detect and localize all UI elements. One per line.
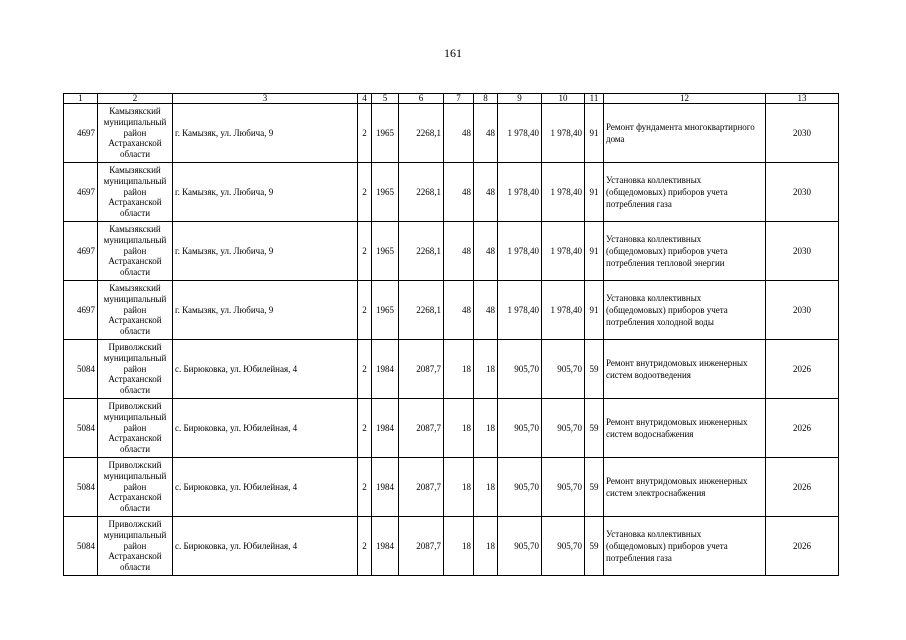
table-row — [64, 340, 839, 399]
year-cell: 1984 — [372, 340, 399, 399]
column-11-cell: 59 — [585, 399, 604, 458]
column-9-cell: 1 978,40 — [498, 163, 542, 222]
column-9-cell: 905,70 — [498, 399, 542, 458]
column-9-cell: 1 978,40 — [498, 104, 542, 163]
table-row — [64, 222, 839, 281]
plan-year-cell: 2026 — [766, 340, 839, 399]
house-id-cell: 4697 — [64, 222, 98, 281]
column-11-cell: 59 — [585, 340, 604, 399]
table-row — [64, 517, 839, 576]
column-7-cell: 48 — [444, 222, 474, 281]
plan-year-cell: 2030 — [766, 104, 839, 163]
district-cell: Приволжский муниципальный район Астраханской области — [98, 517, 173, 576]
column-header: 3 — [173, 94, 358, 104]
address-cell: г. Камызяк, ул. Любича, 9 — [173, 163, 358, 222]
column-7-cell: 18 — [444, 399, 474, 458]
work-type-cell: Ремонт внутридомовых инженерных систем водоснабжения — [604, 399, 766, 458]
column-header: 5 — [372, 94, 399, 104]
column-header: 9 — [498, 94, 542, 104]
column-7-cell: 48 — [444, 163, 474, 222]
district-cell: Приволжский муниципальный район Астраханской области — [98, 458, 173, 517]
year-cell: 1984 — [372, 517, 399, 576]
column-8-cell: 18 — [474, 399, 498, 458]
address-cell: г. Камызяк, ул. Любича, 9 — [173, 281, 358, 340]
area-cell: 2268,1 — [399, 222, 444, 281]
area-cell: 2087,7 — [399, 399, 444, 458]
work-type-cell: Ремонт внутридомовых инженерных систем водоотведения — [604, 340, 766, 399]
column-7-cell: 18 — [444, 340, 474, 399]
table-body — [64, 104, 839, 576]
capital-repair-table — [63, 93, 839, 576]
district-cell: Камызякский муниципальный район Астраханской области — [98, 104, 173, 163]
column-header: 1 — [64, 94, 98, 104]
table-row — [64, 458, 839, 517]
district-cell: Камызякский муниципальный район Астраханской области — [98, 163, 173, 222]
work-type-cell: Установка коллективных (общедомовых) приборов учета потребления холодной воды — [604, 281, 766, 340]
page-number: 161 — [444, 46, 462, 60]
area-cell: 2268,1 — [399, 281, 444, 340]
house-id-cell: 4697 — [64, 104, 98, 163]
column-11-cell: 91 — [585, 281, 604, 340]
column-11-cell: 91 — [585, 222, 604, 281]
column-header: 6 — [399, 94, 444, 104]
column-10-cell: 1 978,40 — [542, 281, 585, 340]
area-cell: 2268,1 — [399, 163, 444, 222]
column-9-cell: 905,70 — [498, 517, 542, 576]
column-4-cell: 2 — [358, 281, 372, 340]
house-id-cell: 5084 — [64, 458, 98, 517]
column-8-cell: 48 — [474, 222, 498, 281]
house-id-cell: 5084 — [64, 340, 98, 399]
column-8-cell: 48 — [474, 281, 498, 340]
column-10-cell: 905,70 — [542, 517, 585, 576]
column-header: 4 — [358, 94, 372, 104]
column-header: 13 — [766, 94, 839, 104]
plan-year-cell: 2030 — [766, 222, 839, 281]
plan-year-cell: 2030 — [766, 163, 839, 222]
column-7-cell: 18 — [444, 517, 474, 576]
year-cell: 1965 — [372, 222, 399, 281]
column-8-cell: 18 — [474, 458, 498, 517]
table-row — [64, 399, 839, 458]
plan-year-cell: 2026 — [766, 517, 839, 576]
column-number-row — [64, 94, 839, 104]
column-8-cell: 48 — [474, 104, 498, 163]
column-9-cell: 1 978,40 — [498, 222, 542, 281]
column-11-cell: 59 — [585, 458, 604, 517]
column-10-cell: 905,70 — [542, 399, 585, 458]
column-4-cell: 2 — [358, 517, 372, 576]
column-4-cell: 2 — [358, 340, 372, 399]
column-7-cell: 18 — [444, 458, 474, 517]
district-cell: Приволжский муниципальный район Астраханской области — [98, 399, 173, 458]
column-11-cell: 59 — [585, 517, 604, 576]
house-id-cell: 4697 — [64, 281, 98, 340]
table-row — [64, 104, 839, 163]
column-header: 11 — [585, 94, 604, 104]
column-10-cell: 1 978,40 — [542, 104, 585, 163]
plan-year-cell: 2030 — [766, 281, 839, 340]
column-4-cell: 2 — [358, 163, 372, 222]
work-type-cell: Ремонт фундамента многоквартирного дома — [604, 104, 766, 163]
column-7-cell: 48 — [444, 104, 474, 163]
table-row — [64, 281, 839, 340]
year-cell: 1984 — [372, 458, 399, 517]
district-cell: Камызякский муниципальный район Астраханской области — [98, 222, 173, 281]
column-header: 7 — [444, 94, 474, 104]
column-header: 8 — [474, 94, 498, 104]
column-header: 2 — [98, 94, 173, 104]
column-8-cell: 18 — [474, 517, 498, 576]
column-7-cell: 48 — [444, 281, 474, 340]
address-cell: с. Бирюковка, ул. Юбилейная, 4 — [173, 517, 358, 576]
district-cell: Приволжский муниципальный район Астраханской области — [98, 340, 173, 399]
column-4-cell: 2 — [358, 104, 372, 163]
year-cell: 1965 — [372, 104, 399, 163]
column-10-cell: 905,70 — [542, 458, 585, 517]
house-id-cell: 5084 — [64, 517, 98, 576]
column-8-cell: 48 — [474, 163, 498, 222]
work-type-cell: Установка коллективных (общедомовых) приборов учета потребления тепловой энергии — [604, 222, 766, 281]
column-10-cell: 1 978,40 — [542, 222, 585, 281]
column-9-cell: 905,70 — [498, 458, 542, 517]
column-4-cell: 2 — [358, 399, 372, 458]
column-11-cell: 91 — [585, 104, 604, 163]
work-type-cell: Ремонт внутридомовых инженерных систем электроснабжения — [604, 458, 766, 517]
house-id-cell: 5084 — [64, 399, 98, 458]
district-cell: Камызякский муниципальный район Астраханской области — [98, 281, 173, 340]
area-cell: 2087,7 — [399, 340, 444, 399]
column-4-cell: 2 — [358, 222, 372, 281]
area-cell: 2087,7 — [399, 458, 444, 517]
column-8-cell: 18 — [474, 340, 498, 399]
work-type-cell: Установка коллективных (общедомовых) приборов учета потребления газа — [604, 517, 766, 576]
column-10-cell: 1 978,40 — [542, 163, 585, 222]
year-cell: 1965 — [372, 281, 399, 340]
column-4-cell: 2 — [358, 458, 372, 517]
address-cell: с. Бирюковка, ул. Юбилейная, 4 — [173, 340, 358, 399]
column-11-cell: 91 — [585, 163, 604, 222]
table-row — [64, 163, 839, 222]
address-cell: г. Камызяк, ул. Любича, 9 — [173, 222, 358, 281]
address-cell: с. Бирюковка, ул. Юбилейная, 4 — [173, 399, 358, 458]
column-9-cell: 1 978,40 — [498, 281, 542, 340]
address-cell: с. Бирюковка, ул. Юбилейная, 4 — [173, 458, 358, 517]
house-id-cell: 4697 — [64, 163, 98, 222]
year-cell: 1984 — [372, 399, 399, 458]
year-cell: 1965 — [372, 163, 399, 222]
column-header: 12 — [604, 94, 766, 104]
column-10-cell: 905,70 — [542, 340, 585, 399]
work-type-cell: Установка коллективных (общедомовых) приборов учета потребления газа — [604, 163, 766, 222]
column-9-cell: 905,70 — [498, 340, 542, 399]
area-cell: 2268,1 — [399, 104, 444, 163]
plan-year-cell: 2026 — [766, 399, 839, 458]
plan-year-cell: 2026 — [766, 458, 839, 517]
address-cell: г. Камызяк, ул. Любича, 9 — [173, 104, 358, 163]
area-cell: 2087,7 — [399, 517, 444, 576]
column-header: 10 — [542, 94, 585, 104]
